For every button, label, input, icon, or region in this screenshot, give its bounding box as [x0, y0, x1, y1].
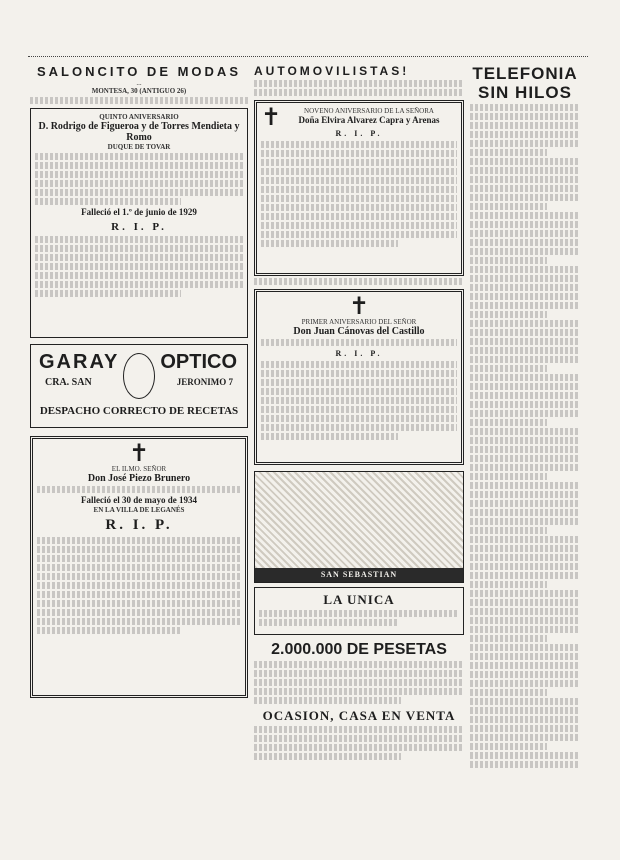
text-filler [470, 221, 580, 228]
text-filler [254, 726, 464, 733]
text-filler [261, 195, 457, 202]
text-filler [470, 158, 580, 165]
text-filler [470, 149, 547, 156]
garay-optico-ad [30, 344, 248, 428]
text-filler [261, 361, 457, 368]
text-filler [470, 752, 580, 759]
text-filler [259, 610, 459, 617]
notice-title: DUQUE DE TOVAR [107, 143, 171, 151]
text-filler [470, 671, 580, 678]
auto-title: AUTOMOVILISTAS! [254, 64, 410, 78]
salon-line: MONTESA, 30 (ANTIGUO 26) [91, 87, 187, 95]
notice-place: EN LA VILLA DE LEGANÉS [93, 506, 185, 514]
text-filler [470, 455, 580, 462]
text-filler [37, 582, 241, 589]
piezo-notice [30, 436, 248, 698]
text-filler [470, 698, 580, 705]
text-filler [254, 753, 401, 760]
notice-date: Falleció el 30 de mayo de 1934 [81, 495, 197, 505]
text-filler [470, 707, 580, 714]
text-filler [35, 198, 181, 205]
text-filler [261, 240, 398, 247]
notice-header: PRIMER ANIVERSARIO DEL SEÑOR [301, 318, 417, 326]
text-filler [470, 410, 580, 417]
text-filler [470, 482, 580, 489]
text-filler [470, 176, 580, 183]
text-filler [261, 159, 457, 166]
text-filler [470, 464, 580, 471]
text-filler [254, 744, 464, 751]
la-unica-ad [254, 587, 464, 635]
text-filler [261, 222, 457, 229]
notice-header: QUINTO ANIVERSARIO [99, 113, 179, 121]
text-filler [254, 679, 464, 686]
text-filler [470, 212, 580, 219]
text-filler [470, 167, 580, 174]
text-filler [470, 626, 580, 633]
text-filler [261, 204, 457, 211]
text-filler [470, 113, 580, 120]
text-filler [470, 239, 580, 246]
text-filler [470, 401, 580, 408]
optico-label: OPTICO [160, 351, 237, 373]
text-filler [261, 141, 457, 148]
text-filler [35, 171, 243, 178]
text-filler [261, 415, 457, 422]
text-filler [254, 661, 464, 668]
text-filler [470, 608, 580, 615]
text-filler [470, 392, 580, 399]
text-filler [470, 635, 547, 642]
notice-name: Don José Piezo Brunero [87, 473, 191, 484]
text-filler [470, 293, 580, 300]
text-filler [261, 168, 457, 175]
text-filler [254, 670, 464, 677]
notice-header: NOVENO ANIVERSARIO DE LA SEÑORA [304, 107, 434, 115]
text-filler [470, 131, 580, 138]
cross-icon: ✝ [348, 294, 370, 320]
text-filler [470, 572, 580, 579]
text-filler [261, 433, 398, 440]
text-filler [254, 697, 401, 704]
text-filler [261, 370, 457, 377]
garay-slogan: DESPACHO CORRECTO DE RECETAS [39, 405, 239, 417]
cross-icon: ✝ [261, 105, 282, 131]
quinto-aniversario-notice [30, 108, 248, 338]
text-filler [470, 383, 580, 390]
text-filler [470, 725, 580, 732]
text-filler [470, 437, 580, 444]
notice-name: D. Rodrigo de Figueroa y de Torres Mendieta y Romo [38, 121, 240, 143]
salon-title: SALONCITO DE MODAS [37, 64, 241, 79]
text-filler [37, 591, 241, 598]
notice-name: Don Juan Cánovas del Castillo [293, 326, 425, 337]
text-filler [35, 272, 243, 279]
text-filler [470, 689, 547, 696]
garay-number: JERONIMO 7 [176, 377, 233, 387]
text-filler [470, 257, 547, 264]
text-filler [470, 203, 547, 210]
text-filler [470, 428, 580, 435]
notice-date: Falleció el 1.º de junio de 1929 [81, 207, 197, 217]
text-filler [470, 347, 580, 354]
text-filler [470, 734, 580, 741]
text-filler [470, 536, 580, 543]
notice-header: EL ILMO. SEÑOR [111, 465, 167, 473]
text-filler [35, 245, 243, 252]
text-filler [35, 236, 243, 243]
ad-ornament [123, 353, 155, 399]
text-filler [261, 213, 457, 220]
text-filler [470, 653, 580, 660]
text-filler [261, 150, 457, 157]
text-filler [470, 563, 580, 570]
sin-hilos-title: SIN HILOS [477, 83, 572, 102]
text-filler [470, 617, 580, 624]
text-filler [470, 419, 547, 426]
text-filler [470, 374, 580, 381]
text-filler [261, 406, 457, 413]
notice-name: Doña Elvira Alvarez Capra y Arenas [298, 115, 440, 125]
text-filler [470, 338, 580, 345]
salon-line: ... [136, 79, 142, 87]
radio-listings [470, 104, 580, 768]
notice-rip: R. I. P. [105, 517, 173, 533]
text-filler [470, 329, 580, 336]
text-filler [254, 735, 464, 742]
text-filler [470, 509, 580, 516]
text-filler [470, 491, 580, 498]
text-filler [261, 388, 457, 395]
engraving-ad [254, 471, 464, 583]
engraving-band: SAN SEBASTIAN [255, 568, 463, 582]
text-filler [37, 486, 241, 493]
text-filler [261, 177, 457, 184]
text-filler [470, 662, 580, 669]
text-filler [470, 446, 580, 453]
text-filler [470, 122, 580, 129]
text-filler [37, 618, 241, 625]
text-filler [261, 339, 457, 346]
notice-rip: R. I. P. [111, 221, 167, 233]
text-filler [470, 581, 547, 588]
text-filler [37, 627, 180, 634]
text-filler [35, 153, 243, 160]
text-filler [470, 230, 580, 237]
text-filler [254, 688, 464, 695]
text-filler [254, 278, 464, 285]
text-filler [470, 284, 580, 291]
text-filler [35, 162, 243, 169]
text-filler [261, 397, 457, 404]
text-filler [254, 80, 464, 87]
text-filler [37, 573, 241, 580]
column-right [470, 64, 580, 770]
column-left [30, 64, 248, 698]
text-filler [470, 518, 580, 525]
telefonia-title: TELEFONIA [472, 64, 578, 83]
text-filler [470, 248, 580, 255]
money-headline: 2.000.000 DE PESETAS [271, 641, 447, 658]
text-filler [470, 185, 580, 192]
text-filler [470, 104, 580, 111]
text-filler [259, 619, 399, 626]
garay-name: GARAY [39, 351, 120, 373]
text-filler [470, 545, 580, 552]
canovas-notice [254, 289, 464, 465]
text-filler [470, 302, 580, 309]
text-filler [470, 590, 580, 597]
text-filler [254, 89, 464, 96]
text-filler [470, 716, 580, 723]
text-filler [37, 555, 241, 562]
text-filler [35, 189, 243, 196]
text-filler [35, 263, 243, 270]
text-filler [470, 599, 580, 606]
text-filler [470, 320, 580, 327]
text-filler [470, 266, 580, 273]
text-filler [470, 761, 580, 768]
text-filler [470, 140, 580, 147]
text-filler [30, 97, 248, 104]
ocasion-headline: OCASION, CASA EN VENTA [262, 708, 456, 723]
notice-rip: R. I. P. [335, 129, 383, 138]
text-filler [470, 365, 547, 372]
notice-rip: R. I. P. [335, 349, 383, 358]
cross-icon: ✝ [128, 441, 150, 467]
text-filler [261, 424, 457, 431]
text-filler [35, 254, 243, 261]
top-rule [28, 56, 588, 57]
text-filler [35, 180, 243, 187]
text-filler [37, 600, 241, 607]
text-filler [261, 231, 457, 238]
text-filler [37, 546, 241, 553]
text-filler [470, 473, 547, 480]
column-middle [254, 64, 464, 762]
garay-street: CRA. SAN [45, 377, 92, 388]
text-filler [470, 356, 580, 363]
text-filler [470, 275, 580, 282]
text-filler [35, 290, 181, 297]
text-filler [470, 743, 547, 750]
text-filler [261, 186, 457, 193]
text-filler [470, 527, 547, 534]
text-filler [261, 379, 457, 386]
text-filler [35, 281, 243, 288]
la-unica-title: LA UNICA [323, 592, 395, 607]
text-filler [470, 500, 580, 507]
text-filler [37, 609, 241, 616]
text-filler [470, 554, 580, 561]
text-filler [470, 194, 580, 201]
text-filler [37, 564, 241, 571]
text-filler [470, 680, 580, 687]
text-filler [470, 644, 580, 651]
elvira-notice [254, 100, 464, 276]
text-filler [37, 537, 241, 544]
text-filler [470, 311, 547, 318]
